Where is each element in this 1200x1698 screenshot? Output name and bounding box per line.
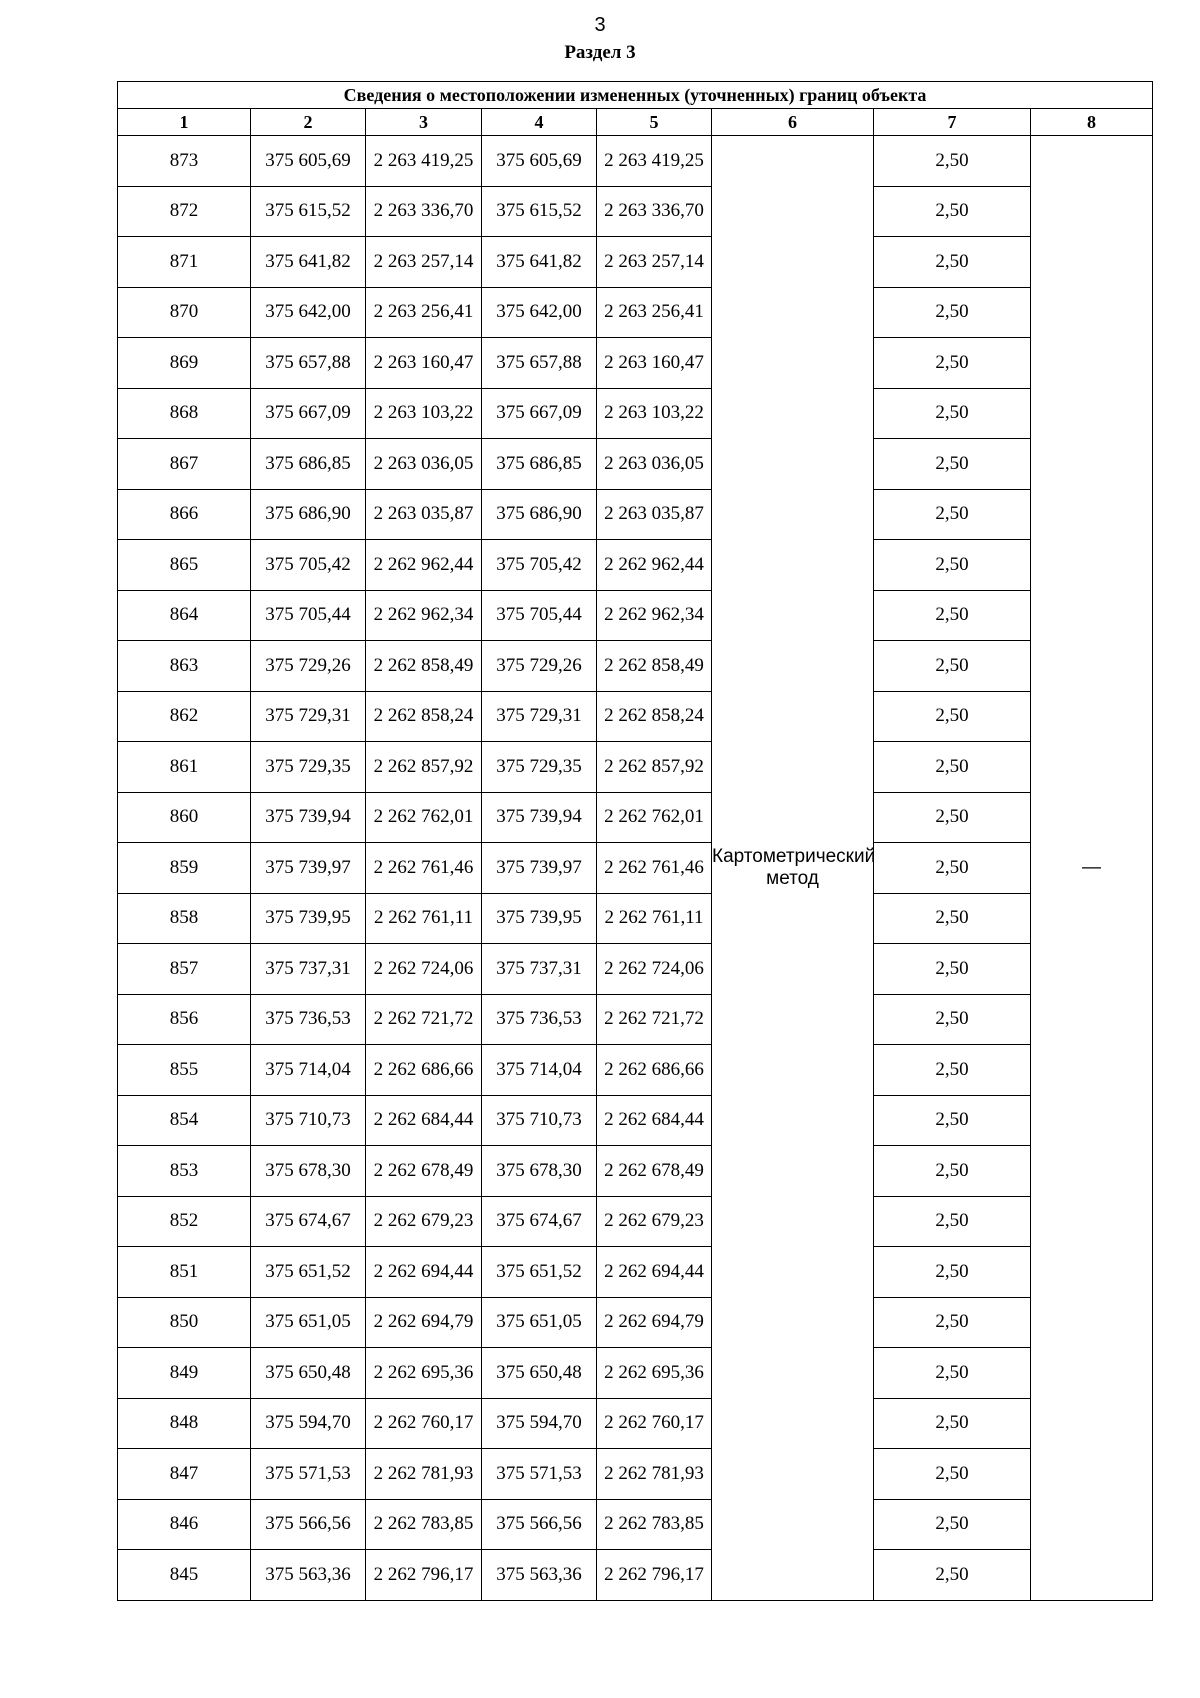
y-new-cell: 2 263 257,14 — [597, 237, 712, 288]
x-new-cell: 375 642,00 — [482, 287, 597, 338]
y-existing-cell: 2 262 721,72 — [366, 994, 482, 1045]
x-existing-cell: 375 736,53 — [251, 994, 366, 1045]
x-new-cell: 375 714,04 — [482, 1045, 597, 1096]
point-number-cell: 871 — [118, 237, 251, 288]
point-number-cell: 870 — [118, 287, 251, 338]
y-new-cell: 2 263 256,41 — [597, 287, 712, 338]
x-existing-cell: 375 566,56 — [251, 1499, 366, 1550]
accuracy-cell: 2,50 — [874, 540, 1031, 591]
accuracy-cell: 2,50 — [874, 338, 1031, 389]
point-number-cell: 868 — [118, 388, 251, 439]
table-row — [118, 439, 1153, 490]
table-row — [118, 1449, 1153, 1500]
point-number-cell: 856 — [118, 994, 251, 1045]
x-new-cell: 375 641,82 — [482, 237, 597, 288]
point-number-cell: 863 — [118, 641, 251, 692]
y-existing-cell: 2 263 036,05 — [366, 439, 482, 490]
y-new-cell: 2 262 686,66 — [597, 1045, 712, 1096]
x-new-cell: 375 674,67 — [482, 1196, 597, 1247]
accuracy-cell: 2,50 — [874, 1045, 1031, 1096]
accuracy-cell: 2,50 — [874, 843, 1031, 894]
table-caption: Сведения о местоположении измененных (уточненных) границ объекта — [118, 82, 1153, 109]
accuracy-cell: 2,50 — [874, 439, 1031, 490]
table-row — [118, 136, 1153, 187]
x-new-cell: 375 739,97 — [482, 843, 597, 894]
x-existing-cell: 375 714,04 — [251, 1045, 366, 1096]
accuracy-cell: 2,50 — [874, 1196, 1031, 1247]
y-new-cell: 2 262 678,49 — [597, 1146, 712, 1197]
x-new-cell: 375 739,95 — [482, 893, 597, 944]
y-existing-cell: 2 262 694,79 — [366, 1297, 482, 1348]
x-new-cell: 375 737,31 — [482, 944, 597, 995]
point-number-cell: 866 — [118, 489, 251, 540]
y-new-cell: 2 262 760,17 — [597, 1398, 712, 1449]
x-new-cell: 375 651,52 — [482, 1247, 597, 1298]
accuracy-cell: 2,50 — [874, 1499, 1031, 1550]
y-new-cell: 2 262 762,01 — [597, 792, 712, 843]
x-new-cell: 375 729,31 — [482, 691, 597, 742]
column-number-3: 3 — [366, 109, 482, 136]
x-existing-cell: 375 651,52 — [251, 1247, 366, 1298]
y-existing-cell: 2 262 724,06 — [366, 944, 482, 995]
table-row — [118, 1247, 1153, 1298]
y-existing-cell: 2 262 679,23 — [366, 1196, 482, 1247]
accuracy-cell: 2,50 — [874, 1095, 1031, 1146]
y-existing-cell: 2 262 762,01 — [366, 792, 482, 843]
accuracy-cell: 2,50 — [874, 186, 1031, 237]
point-number-cell: 851 — [118, 1247, 251, 1298]
x-existing-cell: 375 650,48 — [251, 1348, 366, 1399]
x-existing-cell: 375 594,70 — [251, 1398, 366, 1449]
point-number-cell: 864 — [118, 590, 251, 641]
x-new-cell: 375 705,44 — [482, 590, 597, 641]
accuracy-cell: 2,50 — [874, 1146, 1031, 1197]
section-title: Раздел 3 — [564, 42, 636, 63]
accuracy-cell: 2,50 — [874, 641, 1031, 692]
point-number-cell: 848 — [118, 1398, 251, 1449]
column-number-1: 1 — [118, 109, 251, 136]
table-caption-row — [118, 82, 1153, 109]
point-number-cell: 858 — [118, 893, 251, 944]
y-existing-cell: 2 262 686,66 — [366, 1045, 482, 1096]
table-row — [118, 691, 1153, 742]
y-existing-cell: 2 262 858,49 — [366, 641, 482, 692]
table-row — [118, 1196, 1153, 1247]
accuracy-cell: 2,50 — [874, 388, 1031, 439]
y-new-cell: 2 263 103,22 — [597, 388, 712, 439]
y-existing-cell: 2 262 761,46 — [366, 843, 482, 894]
point-number-cell: 865 — [118, 540, 251, 591]
y-existing-cell: 2 262 962,44 — [366, 540, 482, 591]
y-existing-cell: 2 263 160,47 — [366, 338, 482, 389]
x-new-cell: 375 657,88 — [482, 338, 597, 389]
table-row — [118, 388, 1153, 439]
point-number-cell: 857 — [118, 944, 251, 995]
x-new-cell: 375 605,69 — [482, 136, 597, 187]
y-existing-cell: 2 263 257,14 — [366, 237, 482, 288]
accuracy-cell: 2,50 — [874, 893, 1031, 944]
x-existing-cell: 375 674,67 — [251, 1196, 366, 1247]
accuracy-cell: 2,50 — [874, 489, 1031, 540]
y-new-cell: 2 262 724,06 — [597, 944, 712, 995]
y-existing-cell: 2 262 857,92 — [366, 742, 482, 793]
x-existing-cell: 375 739,95 — [251, 893, 366, 944]
table-row — [118, 944, 1153, 995]
accuracy-cell: 2,50 — [874, 1449, 1031, 1500]
y-new-cell: 2 262 857,92 — [597, 742, 712, 793]
x-existing-cell: 375 651,05 — [251, 1297, 366, 1348]
accuracy-cell: 2,50 — [874, 136, 1031, 187]
method-cell: Картометрический метод — [712, 136, 874, 1601]
x-new-cell: 375 686,90 — [482, 489, 597, 540]
x-new-cell: 375 594,70 — [482, 1398, 597, 1449]
accuracy-cell: 2,50 — [874, 792, 1031, 843]
accuracy-cell: 2,50 — [874, 1247, 1031, 1298]
accuracy-cell: 2,50 — [874, 237, 1031, 288]
x-new-cell: 375 615,52 — [482, 186, 597, 237]
x-new-cell: 375 678,30 — [482, 1146, 597, 1197]
column-number-4: 4 — [482, 109, 597, 136]
point-number-cell: 853 — [118, 1146, 251, 1197]
x-new-cell: 375 729,35 — [482, 742, 597, 793]
accuracy-cell: 2,50 — [874, 1297, 1031, 1348]
column-number-6: 6 — [712, 109, 874, 136]
x-existing-cell: 375 729,26 — [251, 641, 366, 692]
accuracy-cell: 2,50 — [874, 287, 1031, 338]
x-existing-cell: 375 686,90 — [251, 489, 366, 540]
x-existing-cell: 375 678,30 — [251, 1146, 366, 1197]
x-new-cell: 375 710,73 — [482, 1095, 597, 1146]
y-new-cell: 2 263 035,87 — [597, 489, 712, 540]
y-new-cell: 2 262 695,36 — [597, 1348, 712, 1399]
point-number-cell: 862 — [118, 691, 251, 742]
x-new-cell: 375 705,42 — [482, 540, 597, 591]
x-existing-cell: 375 605,69 — [251, 136, 366, 187]
y-existing-cell: 2 262 796,17 — [366, 1550, 482, 1601]
table-row — [118, 489, 1153, 540]
y-existing-cell: 2 262 694,44 — [366, 1247, 482, 1298]
x-existing-cell: 375 739,97 — [251, 843, 366, 894]
y-existing-cell: 2 262 761,11 — [366, 893, 482, 944]
x-existing-cell: 375 667,09 — [251, 388, 366, 439]
point-number-cell: 867 — [118, 439, 251, 490]
x-new-cell: 375 566,56 — [482, 1499, 597, 1550]
y-new-cell: 2 262 783,85 — [597, 1499, 712, 1550]
point-number-cell: 852 — [118, 1196, 251, 1247]
accuracy-cell: 2,50 — [874, 994, 1031, 1045]
accuracy-cell: 2,50 — [874, 1550, 1031, 1601]
point-number-cell: 861 — [118, 742, 251, 793]
table-row — [118, 742, 1153, 793]
y-existing-cell: 2 262 678,49 — [366, 1146, 482, 1197]
table-body — [118, 136, 1153, 1601]
x-existing-cell: 375 705,42 — [251, 540, 366, 591]
x-existing-cell: 375 563,36 — [251, 1550, 366, 1601]
point-number-cell: 847 — [118, 1449, 251, 1500]
point-number-cell: 872 — [118, 186, 251, 237]
table-row — [118, 1095, 1153, 1146]
table-row — [118, 843, 1153, 894]
point-number-cell: 854 — [118, 1095, 251, 1146]
point-number-cell: 873 — [118, 136, 251, 187]
point-number-cell: 850 — [118, 1297, 251, 1348]
x-existing-cell: 375 615,52 — [251, 186, 366, 237]
table-row — [118, 893, 1153, 944]
column-number-5: 5 — [597, 109, 712, 136]
column-number-row — [118, 109, 1153, 136]
y-new-cell: 2 263 419,25 — [597, 136, 712, 187]
x-new-cell: 375 651,05 — [482, 1297, 597, 1348]
table-row — [118, 1398, 1153, 1449]
table-row — [118, 237, 1153, 288]
y-new-cell: 2 263 336,70 — [597, 186, 712, 237]
table-row — [118, 1045, 1153, 1096]
note-cell: — — [1031, 136, 1153, 1601]
y-new-cell: 2 262 796,17 — [597, 1550, 712, 1601]
accuracy-cell: 2,50 — [874, 691, 1031, 742]
y-existing-cell: 2 263 256,41 — [366, 287, 482, 338]
y-new-cell: 2 262 761,11 — [597, 893, 712, 944]
point-number-cell: 855 — [118, 1045, 251, 1096]
x-new-cell: 375 686,85 — [482, 439, 597, 490]
x-existing-cell: 375 657,88 — [251, 338, 366, 389]
point-number-cell: 860 — [118, 792, 251, 843]
x-existing-cell: 375 729,31 — [251, 691, 366, 742]
y-existing-cell: 2 263 035,87 — [366, 489, 482, 540]
y-existing-cell: 2 262 781,93 — [366, 1449, 482, 1500]
table-row — [118, 1499, 1153, 1550]
table-row — [118, 338, 1153, 389]
table-row — [118, 186, 1153, 237]
accuracy-cell: 2,50 — [874, 742, 1031, 793]
y-existing-cell: 2 263 103,22 — [366, 388, 482, 439]
column-number-2: 2 — [251, 109, 366, 136]
y-existing-cell: 2 262 695,36 — [366, 1348, 482, 1399]
y-existing-cell: 2 262 962,34 — [366, 590, 482, 641]
table-row — [118, 540, 1153, 591]
column-number-8: 8 — [1031, 109, 1153, 136]
y-existing-cell: 2 262 684,44 — [366, 1095, 482, 1146]
x-existing-cell: 375 710,73 — [251, 1095, 366, 1146]
x-new-cell: 375 736,53 — [482, 994, 597, 1045]
table-row — [118, 1550, 1153, 1601]
x-existing-cell: 375 641,82 — [251, 237, 366, 288]
y-existing-cell: 2 262 858,24 — [366, 691, 482, 742]
table-row — [118, 641, 1153, 692]
y-existing-cell: 2 262 760,17 — [366, 1398, 482, 1449]
column-number-7: 7 — [874, 109, 1031, 136]
y-new-cell: 2 262 858,24 — [597, 691, 712, 742]
x-new-cell: 375 571,53 — [482, 1449, 597, 1500]
x-existing-cell: 375 571,53 — [251, 1449, 366, 1500]
table-row — [118, 590, 1153, 641]
y-new-cell: 2 262 721,72 — [597, 994, 712, 1045]
x-existing-cell: 375 686,85 — [251, 439, 366, 490]
x-new-cell: 375 729,26 — [482, 641, 597, 692]
y-new-cell: 2 262 694,44 — [597, 1247, 712, 1298]
coordinates-table — [117, 81, 1153, 1601]
accuracy-cell: 2,50 — [874, 1398, 1031, 1449]
table-row — [118, 1297, 1153, 1348]
page-number: 3 — [594, 14, 606, 36]
y-existing-cell: 2 263 336,70 — [366, 186, 482, 237]
table-row — [118, 792, 1153, 843]
x-new-cell: 375 667,09 — [482, 388, 597, 439]
accuracy-cell: 2,50 — [874, 944, 1031, 995]
point-number-cell: 845 — [118, 1550, 251, 1601]
y-new-cell: 2 262 694,79 — [597, 1297, 712, 1348]
x-existing-cell: 375 739,94 — [251, 792, 366, 843]
y-new-cell: 2 263 036,05 — [597, 439, 712, 490]
table-row — [118, 287, 1153, 338]
table-row — [118, 1146, 1153, 1197]
y-existing-cell: 2 262 783,85 — [366, 1499, 482, 1550]
x-existing-cell: 375 642,00 — [251, 287, 366, 338]
y-new-cell: 2 262 781,93 — [597, 1449, 712, 1500]
point-number-cell: 859 — [118, 843, 251, 894]
x-new-cell: 375 739,94 — [482, 792, 597, 843]
y-new-cell: 2 262 962,44 — [597, 540, 712, 591]
x-existing-cell: 375 705,44 — [251, 590, 366, 641]
x-existing-cell: 375 737,31 — [251, 944, 366, 995]
y-new-cell: 2 262 679,23 — [597, 1196, 712, 1247]
x-existing-cell: 375 729,35 — [251, 742, 366, 793]
table-row — [118, 1348, 1153, 1399]
accuracy-cell: 2,50 — [874, 1348, 1031, 1399]
y-existing-cell: 2 263 419,25 — [366, 136, 482, 187]
x-new-cell: 375 650,48 — [482, 1348, 597, 1399]
y-new-cell: 2 262 962,34 — [597, 590, 712, 641]
accuracy-cell: 2,50 — [874, 590, 1031, 641]
point-number-cell: 869 — [118, 338, 251, 389]
y-new-cell: 2 263 160,47 — [597, 338, 712, 389]
x-new-cell: 375 563,36 — [482, 1550, 597, 1601]
y-new-cell: 2 262 858,49 — [597, 641, 712, 692]
y-new-cell: 2 262 761,46 — [597, 843, 712, 894]
y-new-cell: 2 262 684,44 — [597, 1095, 712, 1146]
point-number-cell: 849 — [118, 1348, 251, 1399]
point-number-cell: 846 — [118, 1499, 251, 1550]
table-row — [118, 994, 1153, 1045]
